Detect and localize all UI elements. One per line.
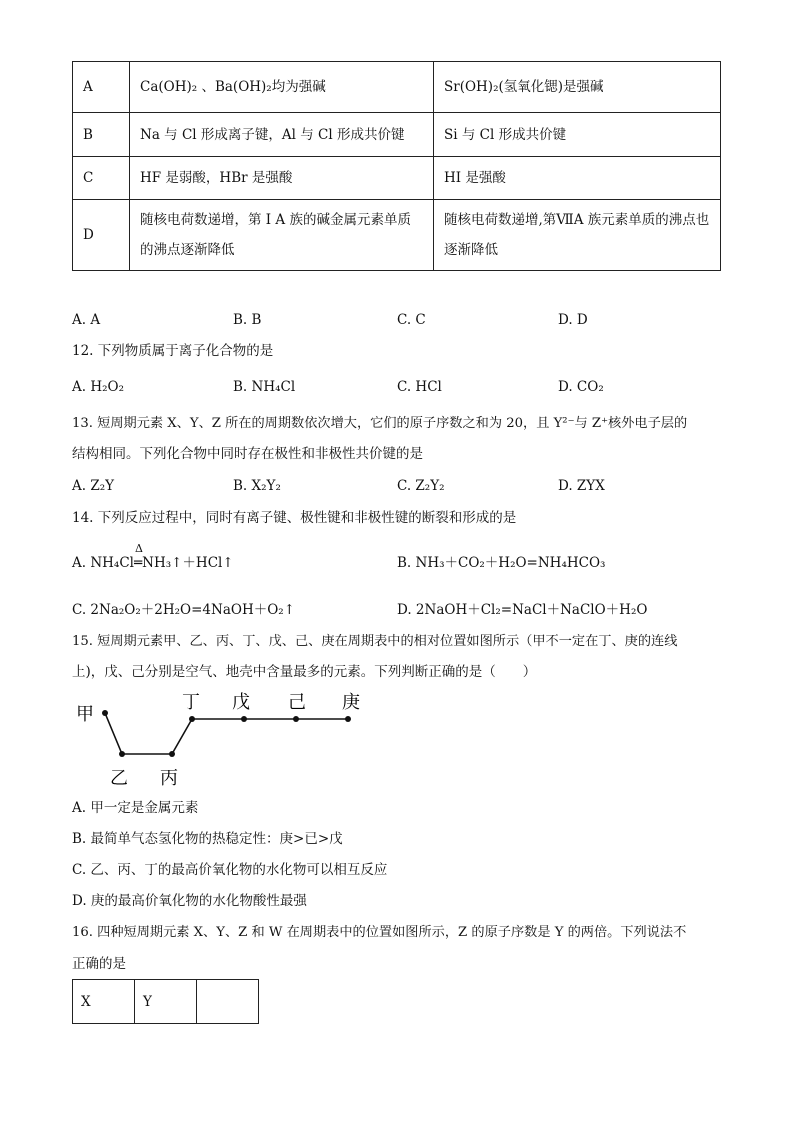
label-bing: 丙: [160, 768, 178, 789]
q14-option-d[interactable]: D. 2NaOH＋Cl₂=NaCl＋NaClO＋H₂O: [397, 602, 648, 618]
row-right-cell: Si 与 Cl 形成共价键: [434, 113, 721, 157]
q11-option-b[interactable]: B. B: [233, 312, 262, 328]
table-row: [73, 200, 721, 271]
q15-option-a[interactable]: A. 甲一定是金属元素: [72, 800, 199, 816]
label-ding: 丁: [182, 692, 200, 713]
q12-option-d[interactable]: D. CO₂: [558, 379, 604, 395]
row-left-cell: 随核电荷数递增，第 I A 族的碱金属元素单质的沸点逐渐降低: [130, 200, 434, 271]
q16-stem-line2: 正确的是: [72, 956, 126, 972]
grid-row: [73, 980, 259, 1024]
comparison-table: [72, 61, 721, 271]
q13-option-a[interactable]: A. Z₂Y: [72, 478, 115, 494]
equals-sign: ═: [133, 555, 143, 571]
row-key: C: [73, 157, 130, 200]
row-right-cell: HI 是强酸: [434, 157, 721, 200]
q13-option-d[interactable]: D. ZYX: [558, 478, 605, 494]
q15-option-c[interactable]: C. 乙、丙、丁的最高价氧化物的水化物可以相互反应: [72, 862, 388, 878]
q11-option-d[interactable]: D. D: [558, 312, 588, 328]
q14-option-c[interactable]: C. 2Na₂O₂＋2H₂O=4NaOH＋O₂↑: [72, 602, 296, 618]
q14-option-a-label: A. NH₄Cl: [72, 555, 134, 571]
q13-stem-line1: 13. 短周期元素 X、Y、Z 所在的周期数依次增大，它们的原子序数之和为 20，且 Y²⁻与 Z⁺核外电子层的: [72, 416, 688, 431]
q12-option-c[interactable]: C. HCl: [397, 379, 442, 395]
row-right-cell: Sr(OH)₂(氢氧化锶)是强碱: [434, 62, 721, 113]
diagram-connector-line: [105, 713, 348, 754]
row-key: A: [73, 62, 130, 113]
q15-option-d[interactable]: D. 庚的最高价氧化物的水化物酸性最强: [72, 893, 307, 909]
node-bing: [169, 751, 175, 757]
periodic-grid: [72, 979, 259, 1024]
label-wu: 戊: [232, 692, 250, 713]
row-key: D: [73, 200, 130, 271]
q12-option-b[interactable]: B. NH₄Cl: [233, 379, 296, 395]
table-row: [73, 157, 721, 200]
grid-cell-y: Y: [135, 980, 197, 1024]
node-jia: [102, 710, 108, 716]
label-jia: 甲: [76, 704, 94, 725]
q16-stem-line1: 16. 四种短周期元素 X、Y、Z 和 W 在周期表中的位置如图所示，Z 的原子序数是 Y 的两倍。下列说法不: [72, 925, 687, 940]
row-left-cell: HF 是弱酸，HBr 是强酸: [130, 157, 434, 200]
q13-option-c[interactable]: C. Z₂Y₂: [397, 478, 445, 494]
node-ding: [189, 716, 195, 722]
q15-stem-line2: 上)，戊、己分别是空气、地壳中含量最多的元素。下列判断正确的是（ ）: [72, 664, 537, 680]
heating-condition: [133, 542, 143, 573]
q14-option-a[interactable]: [72, 542, 234, 573]
q12-option-a[interactable]: A. H₂O₂: [72, 379, 124, 395]
table-row: [73, 113, 721, 157]
label-ji: 己: [288, 692, 306, 713]
node-wu: [241, 716, 247, 722]
q12-stem: 12. 下列物质属于离子化合物的是: [72, 343, 274, 359]
node-geng: [345, 716, 351, 722]
q15-stem-line1: 15. 短周期元素甲、乙、丙、丁、戊、己、庚在周期表中的相对位置如图所示（甲不一定在丁、庚的连线: [72, 634, 678, 649]
grid-cell-empty: [197, 980, 259, 1024]
q11-option-a[interactable]: A. A: [72, 312, 101, 328]
q14-option-a-products: NH₃↑＋HCl↑: [142, 555, 234, 571]
label-geng: 庚: [342, 692, 360, 713]
q14-stem: 14. 下列反应过程中，同时有离子键、极性键和非极性键的断裂和形成的是: [72, 510, 517, 526]
node-yi: [119, 751, 125, 757]
q11-option-c[interactable]: C. C: [397, 312, 426, 328]
row-left-cell: Ca(OH)₂ 、Ba(OH)₂均为强碱: [130, 62, 434, 113]
q13-stem-line2: 结构相同。下列化合物中同时存在极性和非极性共价键的是: [72, 446, 423, 462]
periodic-position-diagram: [72, 686, 372, 790]
q14-option-b[interactable]: B. NH₃＋CO₂＋H₂O=NH₄HCO₃: [397, 555, 606, 571]
row-right-cell: 随核电荷数递增,第ⅦA 族元素单质的沸点也逐渐降低: [434, 200, 721, 271]
table-row: [73, 62, 721, 113]
delta-symbol: Δ: [134, 542, 143, 555]
q15-option-b[interactable]: B. 最简单气态氢化物的热稳定性：庚>已>戊: [72, 831, 343, 847]
label-yi: 乙: [110, 768, 128, 789]
row-left-cell: Na 与 Cl 形成离子键，Al 与 Cl 形成共价键: [130, 113, 434, 157]
row-key: B: [73, 113, 130, 157]
grid-cell-x: X: [73, 980, 135, 1024]
node-ji: [293, 716, 299, 722]
q13-option-b[interactable]: B. X₂Y₂: [233, 478, 281, 494]
